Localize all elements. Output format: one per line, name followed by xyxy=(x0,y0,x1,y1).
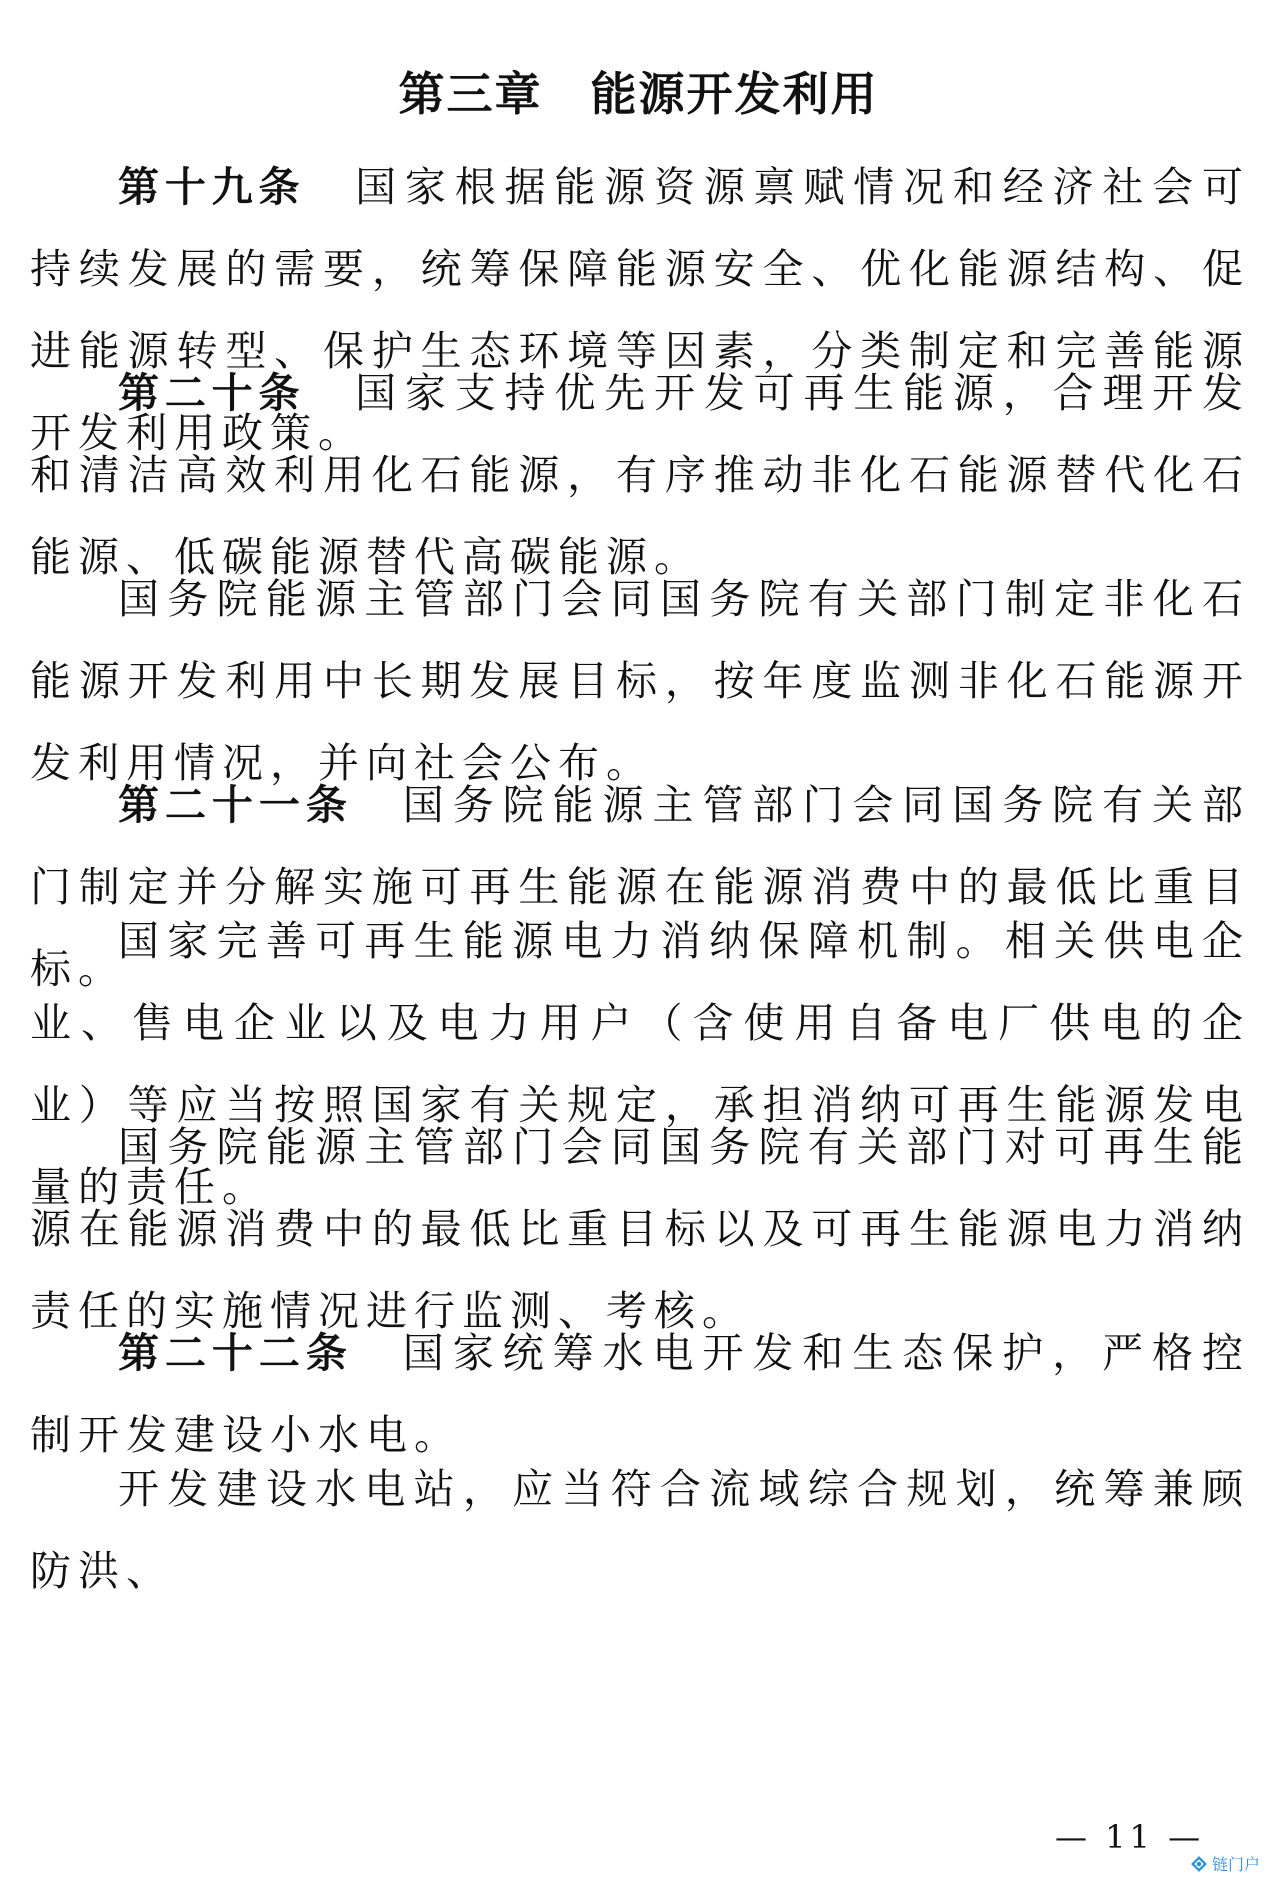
chapter-title: 第三章 能源开发利用 xyxy=(398,67,879,121)
article-number: 第十九条 xyxy=(118,163,306,211)
article-number: 第二十条 xyxy=(118,369,306,417)
watermark-logo-icon xyxy=(1190,1855,1208,1873)
paragraph-text: 国家根据能源资源禀赋情况和经济社会可持续发展的需要，统筹保障能源安全、优化能源结构、促进能源转型、保护生态环境等因素，分类制定和完善能源开发利用政策。 xyxy=(30,163,1251,457)
watermark xyxy=(1190,1852,1260,1875)
paragraph-text: 国务院能源主管部门会同国务院有关部门制定并分解实施可再生能源在能源消费中的最低比重目标。 xyxy=(30,781,1251,993)
paragraph-text: 国家完善可再生能源电力消纳保障机制。相关供电企业、售电企业以及电力用户（含使用自备电厂供电的企业）等应当按照国家有关规定，承担消纳可再生能源发电量的责任。 xyxy=(30,917,1250,1211)
paragraph-text: 国务院能源主管部门会同国务院有关部门对可再生能源在能源消费中的最低比重目标以及可再生能源电力消纳责任的实施情况进行监测、考核。 xyxy=(30,1123,1250,1335)
page-number: — 11 — xyxy=(1055,1818,1205,1856)
paragraph-text: 国家支持优先开发可再生能源，合理开发和清洁高效利用化石能源，有序推动非化石能源替代化石能源、低碳能源替代高碳能源。 xyxy=(30,369,1251,581)
paragraph-text: 国务院能源主管部门会同国务院有关部门制定非化石能源开发利用中长期发展目标，按年度监测非化石能源开发利用情况，并向社会公布。 xyxy=(30,575,1250,787)
article-number: 第二十一条 xyxy=(118,781,353,829)
paragraph-article-22-sub xyxy=(30,1448,1250,1612)
watermark-text: 链门户 xyxy=(1212,1855,1261,1874)
paragraph-text: 国家统筹水电开发和生态保护，严格控制开发建设小水电。 xyxy=(30,1329,1251,1459)
article-number: 第二十二条 xyxy=(118,1329,353,1377)
paragraph-text: 开发建设水电站，应当符合流域综合规划，统筹兼顾防洪、 xyxy=(30,1465,1250,1595)
